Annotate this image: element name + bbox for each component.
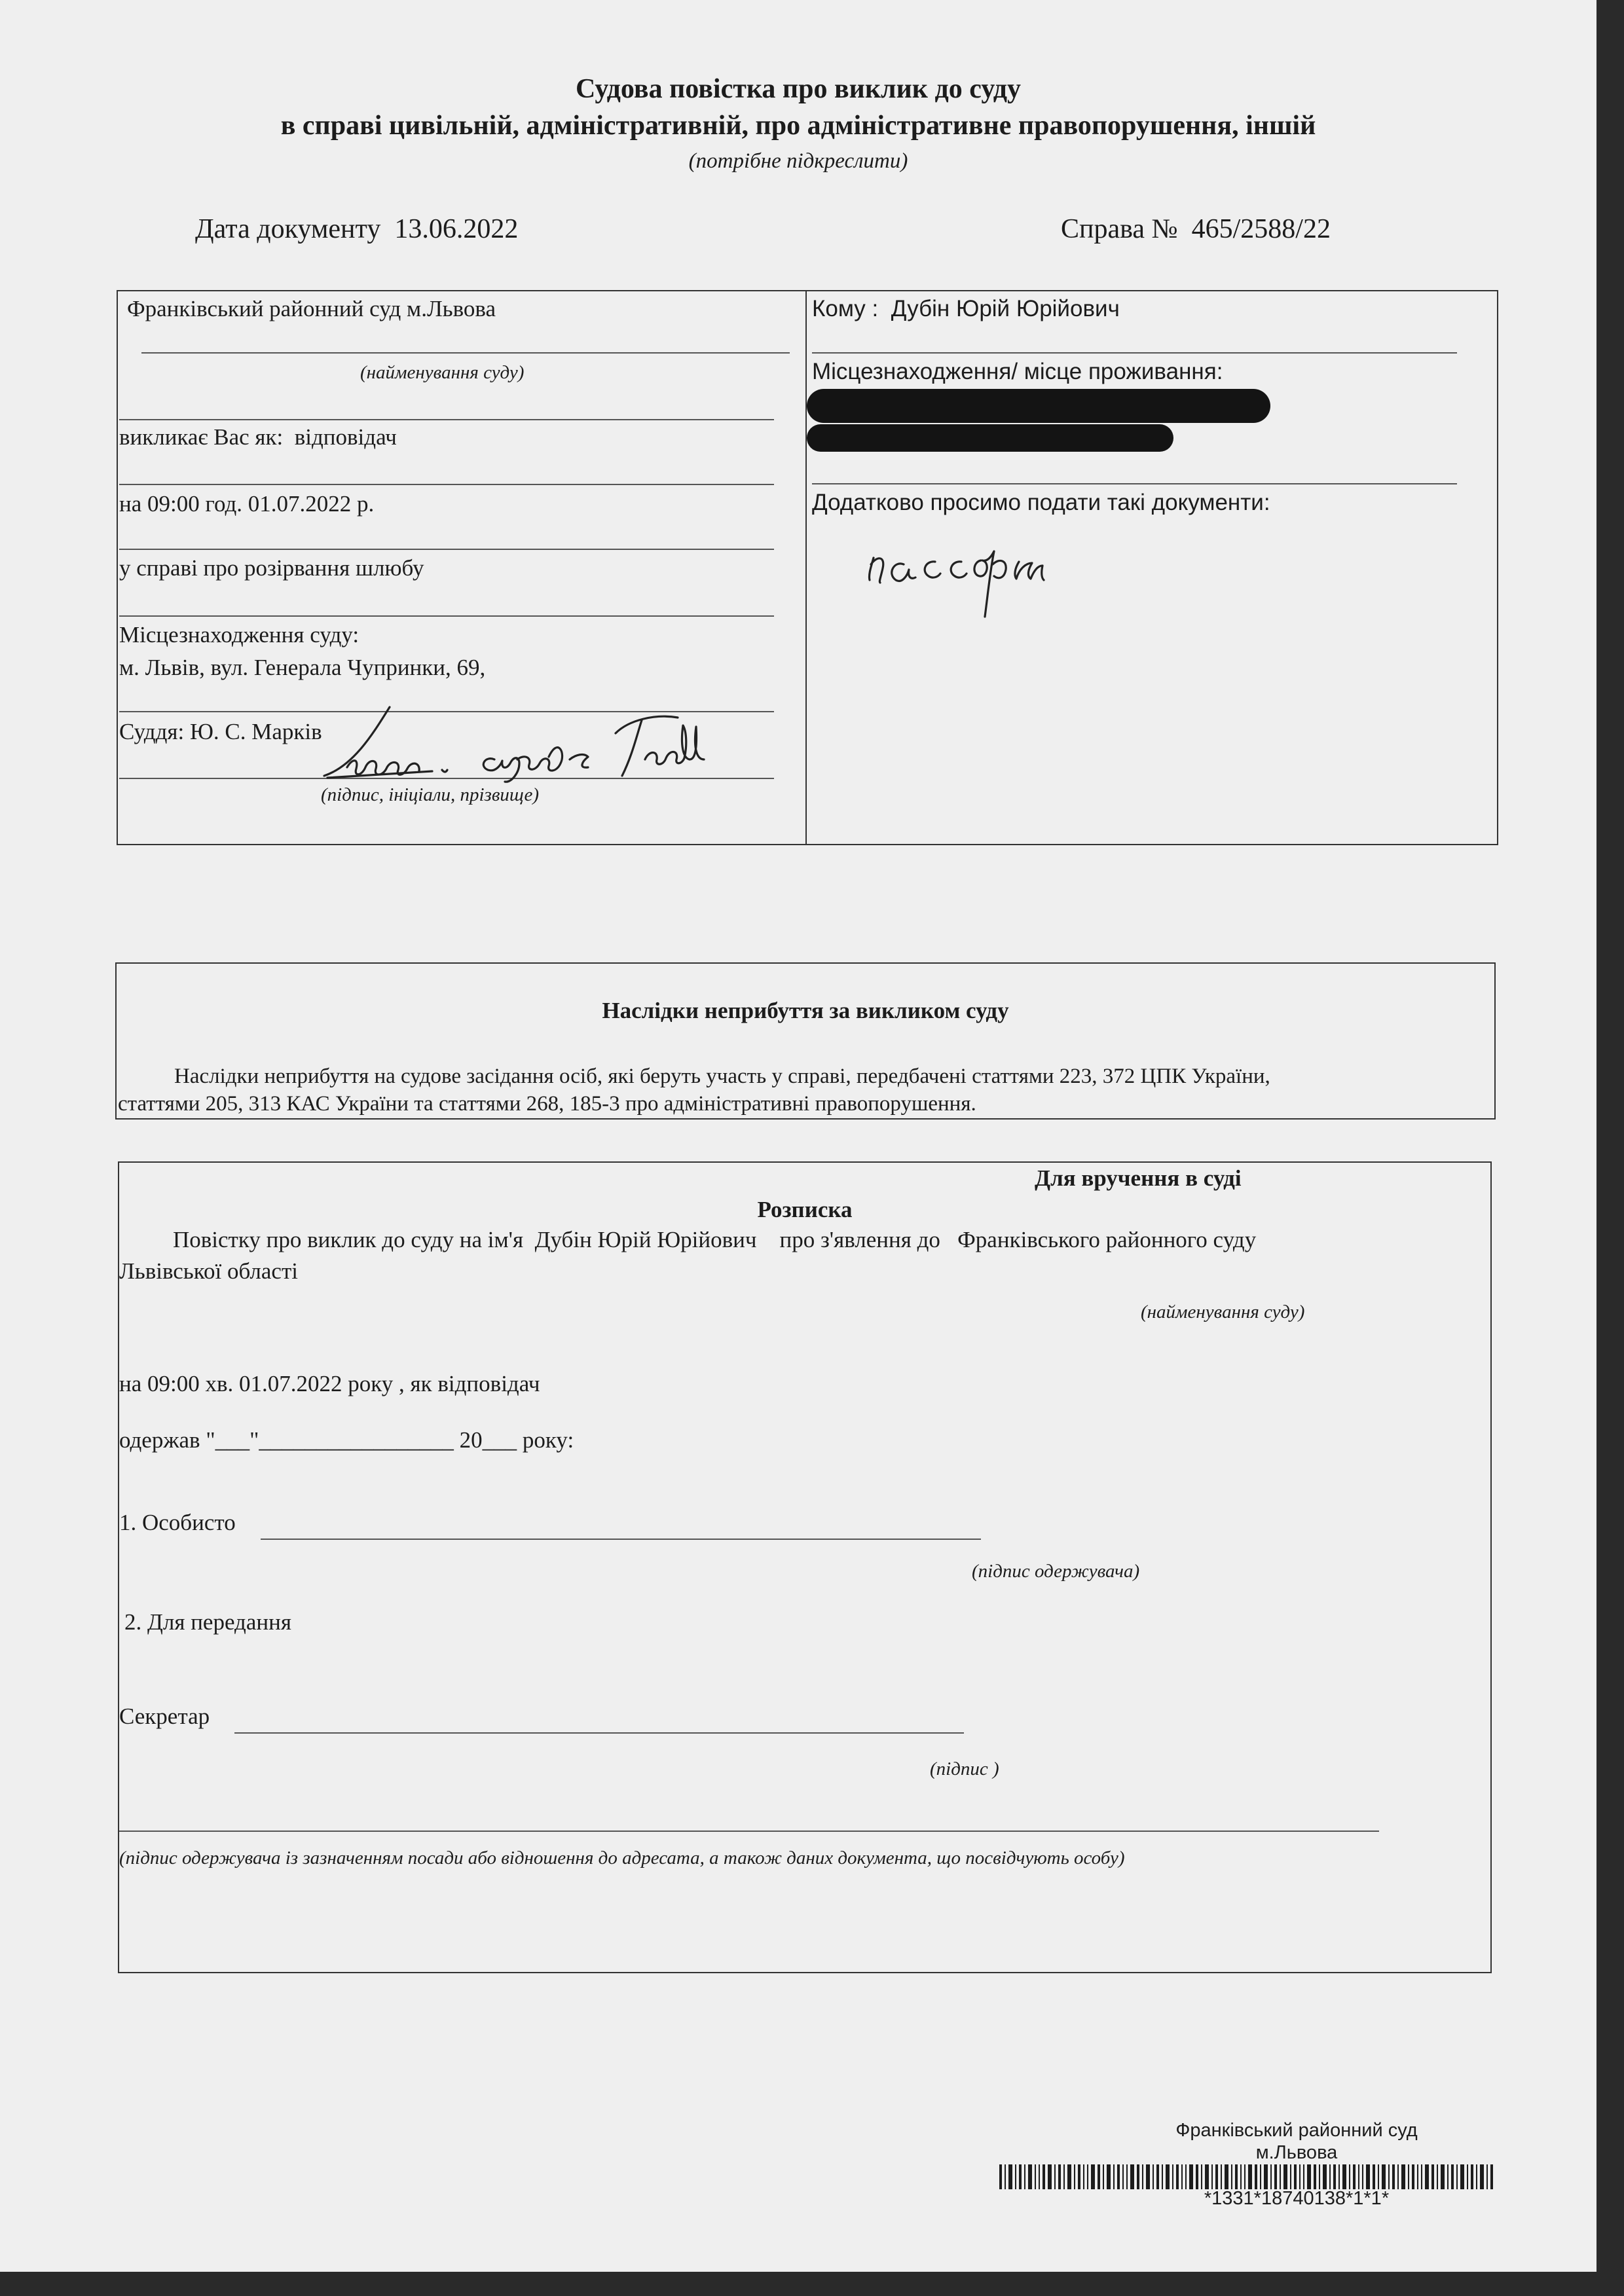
secretary-signature-line — [234, 1732, 964, 1734]
summoned-as-value: відповідач — [294, 424, 397, 450]
hearing-time: на 09:00 год. 01.07.2022 р. — [119, 491, 375, 517]
summoned-as-label: викликає Вас як: — [119, 424, 284, 450]
secretary-caption: (підпис ) — [930, 1758, 999, 1779]
row-divider — [119, 484, 774, 485]
receipt-line-1-prefix: Повістку про виклик до суду на ім'я — [173, 1227, 524, 1252]
redacted-address-line-2 — [807, 424, 1173, 452]
court-address: м. Львів, вул. Генерала Чупринки, 69, — [119, 655, 486, 680]
case-number — [1061, 213, 1331, 245]
personally-caption: (підпис одержувача) — [972, 1561, 1140, 1582]
judge-caption: (підпис, ініціали, прізвище) — [321, 784, 540, 805]
footer-sender-line-1: Франківський районний суд — [1175, 2120, 1418, 2141]
personally-signature-line — [261, 1539, 981, 1540]
receipt-title: Розписка — [757, 1197, 853, 1222]
footer-sender-line-2: м.Львова — [1255, 2142, 1338, 2163]
receipt-line-1-mid: про з'явлення до — [779, 1227, 940, 1252]
column-divider — [805, 290, 807, 845]
final-caption: (підпис одержувача із зазначенням посади або відношення до адресата, а також даних документа, що посвідчують особу) — [119, 1848, 1125, 1868]
receipt-court-caption: (найменування суду) — [1141, 1302, 1305, 1322]
title-subtitle: (потрібне підкреслити) — [688, 149, 908, 173]
row-divider — [812, 352, 1457, 354]
receipt-line-2: Львівської області — [119, 1258, 298, 1284]
case-subject: у справі про розірвання шлюбу — [119, 555, 424, 581]
document-date-value: 13.06.2022 — [394, 214, 519, 244]
receipt-court-name: Франківського районного суду — [957, 1227, 1257, 1252]
court-location-label: Місцезнаходження суду: — [119, 622, 360, 647]
secretary-label: Секретар — [119, 1704, 210, 1729]
barcode-text: *1331*18740138*1*1* — [1204, 2188, 1390, 2209]
title-line-1: Судова повістка про виклик до суду — [576, 74, 1021, 104]
summoned-as — [119, 424, 397, 450]
court-name-caption: (найменування суду) — [360, 362, 525, 383]
court-name: Франківський районний суд м.Львова — [127, 296, 496, 321]
document-date-label: Дата документу — [195, 214, 381, 244]
row-divider — [812, 483, 1457, 484]
documents-label: Додатково просимо подати такі документи: — [812, 490, 1270, 515]
court-name-underline — [141, 352, 790, 354]
recipient-name: Дубін Юрій Юрійович — [891, 296, 1120, 321]
title-line-2: в справі цивільній, адміністративній, про адміністративне правопорушення, іншій — [280, 111, 1316, 141]
recipient-signature-line — [119, 1831, 1379, 1832]
consequences-text-line-2: статтями 205, 313 КАС України та статтями 268, 185-3 про адміністративні правопорушення. — [118, 1092, 976, 1116]
receipt-recipient-name: Дубін Юрій Юрійович — [534, 1227, 757, 1252]
case-number-value: 465/2588/22 — [1191, 214, 1331, 244]
recipient-address-label: Місцезнаходження/ місце проживання: — [812, 359, 1223, 384]
personally-label: 1. Особисто — [119, 1510, 236, 1535]
row-divider — [119, 549, 774, 550]
documents-handwriting — [864, 519, 1100, 630]
transfer-label: 2. Для передання — [124, 1609, 291, 1635]
judge-signature — [308, 694, 779, 805]
row-divider — [119, 419, 774, 420]
redacted-address-line-1 — [807, 389, 1270, 423]
recipient-line — [812, 296, 1120, 322]
receipt-time-line: на 09:00 хв. 01.07.2022 року , як відповідач — [119, 1371, 540, 1396]
for-court-delivery: Для вручення в суді — [1035, 1165, 1242, 1191]
judge-line: Суддя: Ю. С. Марків — [119, 719, 322, 744]
received-date-line: одержав "___"_________________ 20___ року: — [119, 1427, 574, 1453]
receipt-line-1 — [173, 1227, 1256, 1253]
case-number-label: Справа № — [1061, 214, 1178, 244]
consequences-text-line-1: Наслідки неприбуття на судове засідання осіб, які беруть участь у справі, передбачені статтями 223, 372 ЦПК України, — [174, 1065, 1270, 1088]
barcode — [999, 2164, 1497, 2191]
recipient-label: Кому : — [812, 296, 879, 321]
row-divider — [119, 615, 774, 617]
consequences-title: Наслідки неприбуття за викликом суду — [602, 998, 1009, 1023]
document-date — [195, 213, 518, 245]
